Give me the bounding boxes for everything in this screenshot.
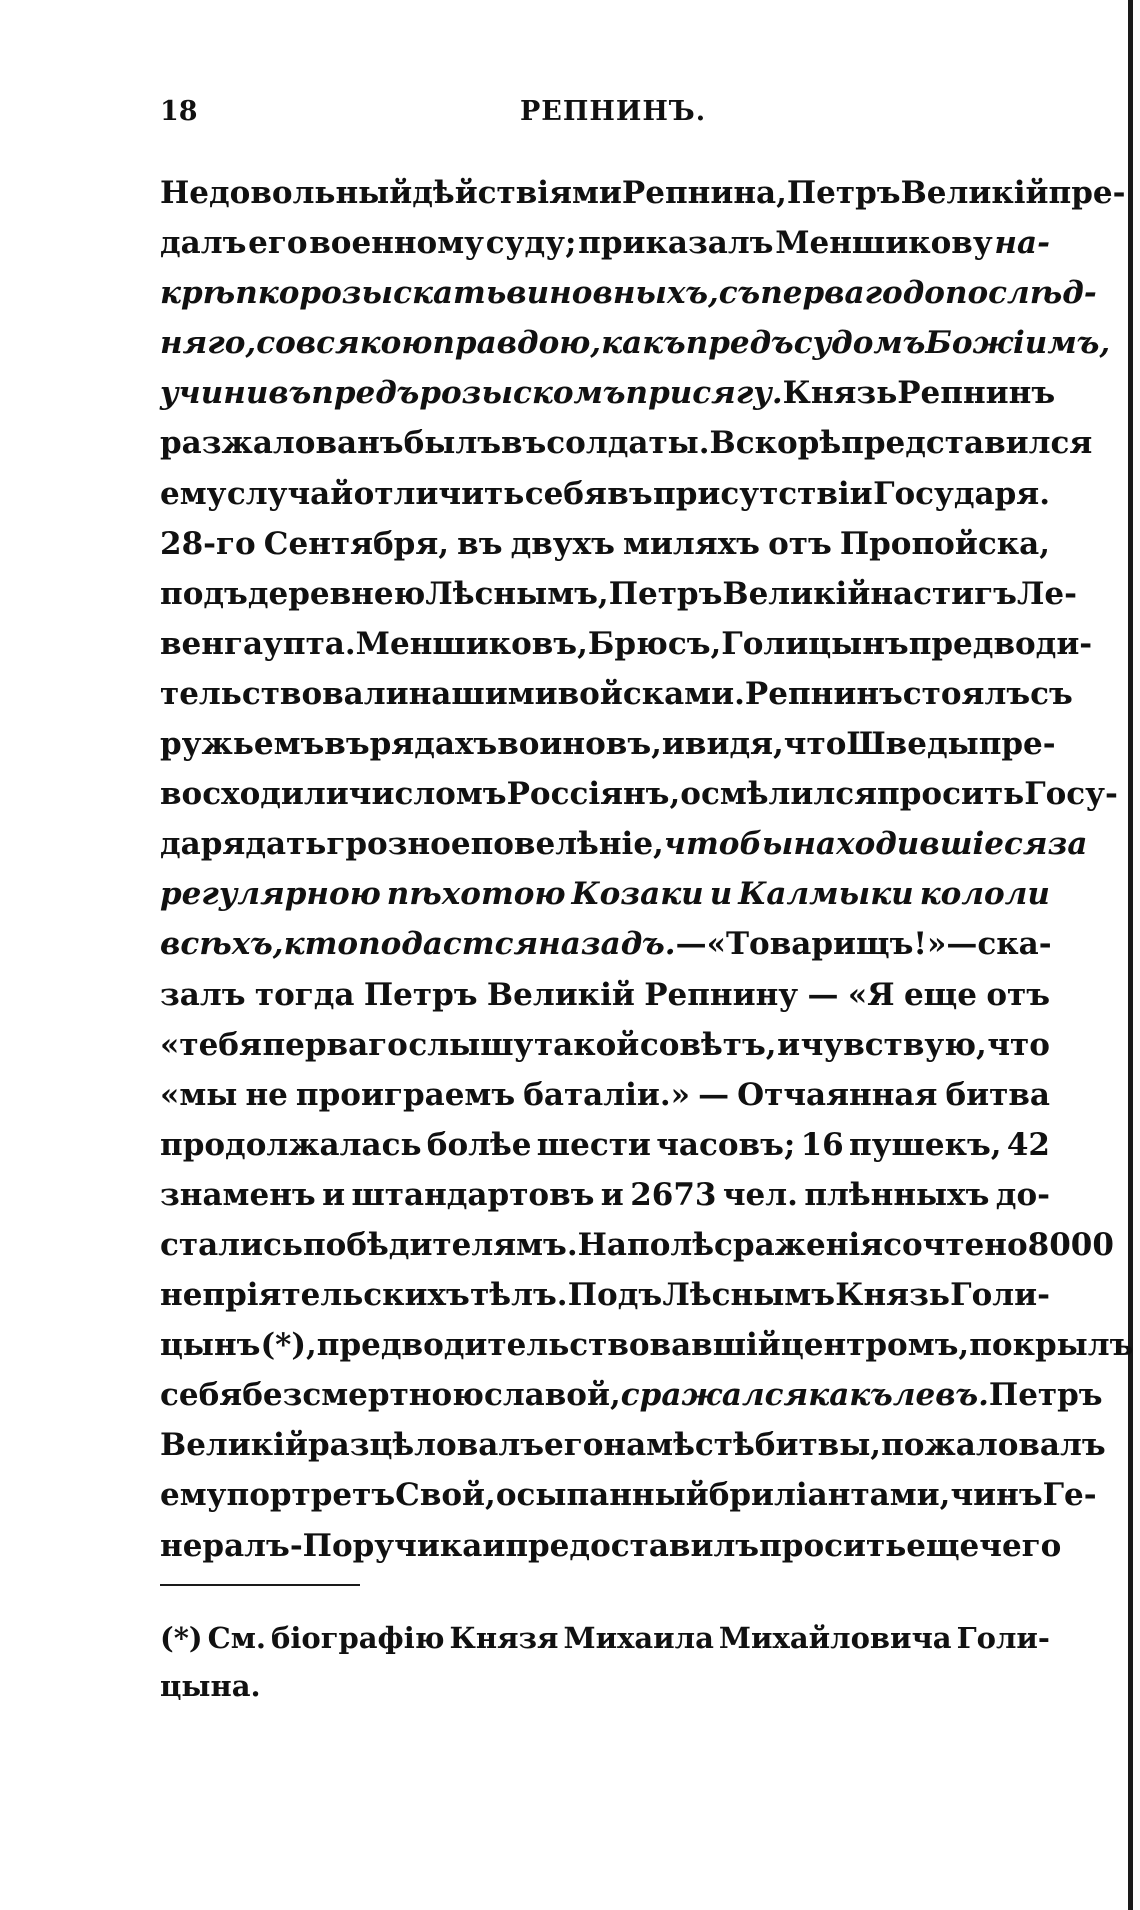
word: Ле- <box>1016 575 1077 612</box>
word: цына. <box>160 1669 261 1703</box>
word: воиновъ, <box>497 726 662 763</box>
word: приказалъ <box>578 225 774 262</box>
word: Петръ <box>988 1377 1103 1414</box>
word: не <box>245 1076 288 1113</box>
body-text-line <box>160 1220 1114 1270</box>
word: чел. <box>722 1176 798 1213</box>
word: 8000 <box>1027 1226 1114 1263</box>
word: виновныхъ, <box>506 275 719 312</box>
word: подастся <box>358 926 539 963</box>
word: Великій <box>900 175 1049 211</box>
word: въ <box>607 475 653 512</box>
word: на- <box>994 225 1050 262</box>
word: Подъ <box>567 1277 663 1314</box>
word: Россіянъ, <box>506 776 681 813</box>
word: представился <box>841 425 1093 462</box>
footnote-divider <box>160 1584 360 1586</box>
word: видя, <box>684 726 784 763</box>
word: всѣхъ, <box>160 926 284 963</box>
word: продолжалась <box>160 1126 422 1163</box>
word: венгаупта. <box>160 625 356 662</box>
word: подъ <box>160 575 248 612</box>
word: 28-го <box>160 525 256 562</box>
word: и <box>322 1176 346 1213</box>
body-text-line <box>160 418 1093 468</box>
word: Князь <box>782 375 898 412</box>
body-text <box>160 168 1134 1571</box>
word: восходили <box>160 776 349 813</box>
word: — <box>946 926 978 963</box>
body-text-line <box>160 1420 1106 1470</box>
word: отличить <box>353 475 525 512</box>
word: проиграемъ <box>295 1076 516 1113</box>
body-text-line <box>160 569 1077 619</box>
word: «Я <box>847 976 895 1013</box>
word: отъ <box>768 525 832 562</box>
word: что <box>987 1026 1050 1063</box>
word: такой <box>533 1026 640 1063</box>
word: судомъ <box>793 325 926 362</box>
word: Свой, <box>395 1477 496 1514</box>
word: нералъ-Поручика <box>160 1527 483 1564</box>
body-text-line <box>160 1370 1103 1420</box>
word: Лѣснымъ <box>662 1277 836 1314</box>
running-head <box>160 92 1050 132</box>
body-text-line <box>160 368 1056 418</box>
word: его <box>543 1427 604 1464</box>
word: славой, <box>483 1377 621 1414</box>
word: просить <box>877 776 1025 813</box>
word: Репнина, <box>621 175 787 211</box>
word: до <box>902 275 945 312</box>
word: находившіеся <box>793 826 1048 863</box>
word: далъ <box>160 225 247 262</box>
word: біографію <box>271 1621 445 1655</box>
word: пѣхотою <box>386 876 566 913</box>
word: тѣлъ. <box>470 1277 568 1314</box>
word: какъ <box>808 1377 893 1414</box>
word: грозное <box>326 826 471 863</box>
word: присутствіи <box>653 475 873 512</box>
word: Репнину <box>644 976 799 1013</box>
body-text-line <box>160 218 1050 268</box>
body-text-line <box>160 1070 1050 1120</box>
word: залъ <box>160 976 246 1013</box>
word: даря <box>160 826 246 863</box>
word: знаменъ <box>160 1176 316 1213</box>
word: послѣд- <box>944 275 1097 312</box>
word: битва <box>945 1076 1050 1113</box>
word: предводительствовавшій <box>316 1327 781 1364</box>
word: См. <box>207 1621 266 1655</box>
word: мѣстѣ <box>646 1427 755 1464</box>
word: Брюсъ, <box>587 625 722 662</box>
word: просить <box>759 1527 907 1564</box>
word: и <box>777 1026 801 1063</box>
word: Великій <box>486 976 635 1013</box>
footnote <box>160 1614 1050 1710</box>
word: что <box>783 726 847 763</box>
word: Голицынъ <box>721 625 909 662</box>
word: Меншикову <box>775 225 993 262</box>
word: настигъ <box>870 575 1017 612</box>
word: Меншиковъ, <box>355 625 588 662</box>
word: «мы <box>160 1076 238 1113</box>
word: крѣпко <box>160 275 300 312</box>
word: стались <box>160 1226 303 1263</box>
body-text-line <box>160 970 1050 1020</box>
word: предъ <box>685 325 794 362</box>
body-text-line <box>160 1320 1134 1370</box>
word: няго, <box>160 325 257 362</box>
word: тогда <box>254 976 355 1013</box>
word: 2673 <box>630 1176 717 1213</box>
word: Сентября, <box>263 525 450 562</box>
word: Госу- <box>1024 776 1118 813</box>
word: баталіи.» <box>523 1076 691 1113</box>
word: чтобы <box>663 826 794 863</box>
word: Великій <box>160 1427 308 1464</box>
footnote-line <box>160 1662 1050 1710</box>
word: солдаты. <box>546 425 710 462</box>
word: отъ <box>986 976 1050 1013</box>
word: со <box>256 325 296 362</box>
word: назадъ. <box>538 926 676 963</box>
word: суду; <box>485 225 577 262</box>
word: Великій <box>722 575 871 612</box>
word: портретъ <box>226 1477 396 1514</box>
word: перваго <box>262 1026 408 1063</box>
word: предъ <box>311 375 420 412</box>
word: — <box>675 926 707 963</box>
word: еще <box>903 976 977 1013</box>
word: ему <box>160 475 227 512</box>
word: болѣе <box>426 1126 532 1163</box>
word: Шведы <box>846 726 979 763</box>
word: съ <box>718 275 761 312</box>
word: совѣтъ, <box>639 1026 777 1063</box>
word: стоялъ <box>902 675 1031 712</box>
word: еще <box>906 1527 980 1564</box>
word: нашими <box>408 675 558 712</box>
word: Отчаянная <box>737 1076 938 1113</box>
word: безсмертною <box>242 1377 484 1414</box>
word: Лѣснымъ, <box>425 575 609 612</box>
word: присягу. <box>625 375 783 412</box>
word: осмѣлился <box>680 776 878 813</box>
word: себя <box>524 475 607 512</box>
body-text-line <box>160 719 1056 769</box>
word: предводи- <box>908 625 1093 662</box>
word: плѣнныхъ <box>804 1176 990 1213</box>
word: деревнею <box>247 575 426 612</box>
word: Петръ <box>786 175 901 211</box>
word: На <box>577 1226 628 1263</box>
word: на <box>603 1427 647 1464</box>
word: пушекъ, <box>849 1126 1002 1163</box>
word: пожаловалъ <box>881 1427 1106 1464</box>
word: войсками. <box>557 675 745 712</box>
word: 42 <box>1006 1126 1050 1163</box>
word: пре- <box>978 726 1056 763</box>
body-text-line <box>160 318 1111 368</box>
word: предоставилъ <box>505 1527 760 1564</box>
body-text-line <box>160 1270 1050 1320</box>
word: кололи <box>919 876 1050 913</box>
word: — <box>807 976 839 1013</box>
word: побѣдителямъ. <box>302 1226 578 1263</box>
word: повелѣніе, <box>470 826 664 863</box>
word: и <box>709 876 733 913</box>
word: (*), <box>260 1327 317 1364</box>
word: числомъ <box>348 776 507 813</box>
body-text-line <box>160 819 1088 869</box>
word: разцѣловалъ <box>307 1427 544 1464</box>
word: былъ <box>403 425 501 462</box>
word: осыпанный <box>495 1477 709 1514</box>
word: въ <box>500 425 547 462</box>
word: слышу <box>408 1026 534 1063</box>
word: Репнинъ <box>744 675 903 712</box>
word: Государя. <box>873 475 1050 512</box>
word: Ге- <box>1042 1477 1097 1514</box>
word: тельствовали <box>160 675 409 712</box>
body-text-line <box>160 268 1097 318</box>
word: Голи- <box>956 1621 1050 1655</box>
word: всякою <box>295 325 433 362</box>
word: и <box>482 1527 506 1564</box>
word: непріятельскихъ <box>160 1277 470 1314</box>
word: Михаила <box>563 1621 714 1655</box>
word: Божіимъ, <box>925 325 1111 362</box>
word: какъ <box>601 325 686 362</box>
word: (*) <box>160 1621 203 1655</box>
word: — <box>698 1076 730 1113</box>
body-text-line <box>160 869 1050 919</box>
word: левъ. <box>892 1377 989 1414</box>
body-text-line <box>160 519 1050 569</box>
word: дѣйствіями <box>412 175 622 211</box>
word: случай <box>226 475 354 512</box>
word: съ <box>1030 675 1073 712</box>
body-text-line <box>160 1521 1062 1571</box>
word: шести <box>536 1126 651 1163</box>
word: 16 <box>800 1126 844 1163</box>
word: полѣ <box>627 1226 715 1263</box>
word: сраженія <box>714 1226 884 1263</box>
page-edge-rule <box>1128 0 1133 1910</box>
word: военному <box>309 225 485 262</box>
word: Вскорѣ <box>709 425 842 462</box>
word: миляхъ <box>623 525 760 562</box>
body-text-line <box>160 919 1050 969</box>
word: Репнинъ <box>897 375 1056 412</box>
word: Голи- <box>950 1277 1050 1314</box>
body-text-line <box>160 769 1118 819</box>
word: дать <box>245 826 327 863</box>
word: учинивъ <box>160 375 312 412</box>
word: Князь <box>835 1277 950 1314</box>
body-text-line <box>160 1170 1050 1220</box>
word: и <box>600 1176 624 1213</box>
body-text-line <box>160 669 1073 719</box>
word: сражался <box>620 1377 809 1414</box>
word: битвы, <box>754 1427 882 1464</box>
word: перваго <box>760 275 903 312</box>
word: до- <box>995 1176 1050 1213</box>
word: бриліантами, <box>708 1477 951 1514</box>
word: цынъ <box>160 1327 261 1364</box>
word: его <box>248 225 308 262</box>
word: Недовольный <box>160 175 413 211</box>
word: «тебя <box>160 1026 262 1063</box>
word: себя <box>160 1377 243 1414</box>
footnote-line <box>160 1614 1050 1662</box>
body-text-line <box>160 619 1093 669</box>
word: Михайловича <box>718 1621 952 1655</box>
word: чувствую, <box>800 1026 987 1063</box>
word: въ <box>324 726 370 763</box>
body-text-line <box>160 1020 1050 1070</box>
page-number: 18 <box>160 96 198 127</box>
word: въ <box>457 525 503 562</box>
body-text-line <box>160 1470 1097 1520</box>
running-title: РЕПНИНЪ. <box>520 96 707 127</box>
word: рядахъ <box>369 726 498 763</box>
word: за <box>1047 826 1088 863</box>
word: пре- <box>1048 175 1126 211</box>
word: Калмыки <box>738 876 914 913</box>
word: и <box>661 726 685 763</box>
word: сочтено <box>883 1226 1028 1263</box>
word: Козаки <box>571 876 704 913</box>
word: кто <box>283 926 359 963</box>
word: розыскомъ <box>419 375 626 412</box>
word: Пропойска, <box>839 525 1050 562</box>
word: Князя <box>449 1621 559 1655</box>
word: ска- <box>977 926 1052 963</box>
word: Петръ <box>363 976 478 1013</box>
word: штандартовъ <box>351 1176 595 1213</box>
word: разжалованъ <box>160 425 404 462</box>
word: чего <box>979 1527 1062 1564</box>
word: центромъ, <box>780 1327 970 1364</box>
word: розыскать <box>299 275 507 312</box>
word: часовъ; <box>656 1126 796 1163</box>
word: чинъ <box>950 1477 1043 1514</box>
word: регулярною <box>160 876 381 913</box>
body-text-line <box>160 469 1050 519</box>
word: правдою, <box>432 325 602 362</box>
word: покрылъ <box>969 1327 1134 1364</box>
word: двухъ <box>510 525 615 562</box>
word: ему <box>160 1477 227 1514</box>
body-text-line <box>160 1120 1050 1170</box>
word: «Товарищъ!» <box>706 926 947 963</box>
word: Петръ <box>608 575 723 612</box>
word: ружьемъ <box>160 726 325 763</box>
body-text-line <box>160 168 1126 218</box>
